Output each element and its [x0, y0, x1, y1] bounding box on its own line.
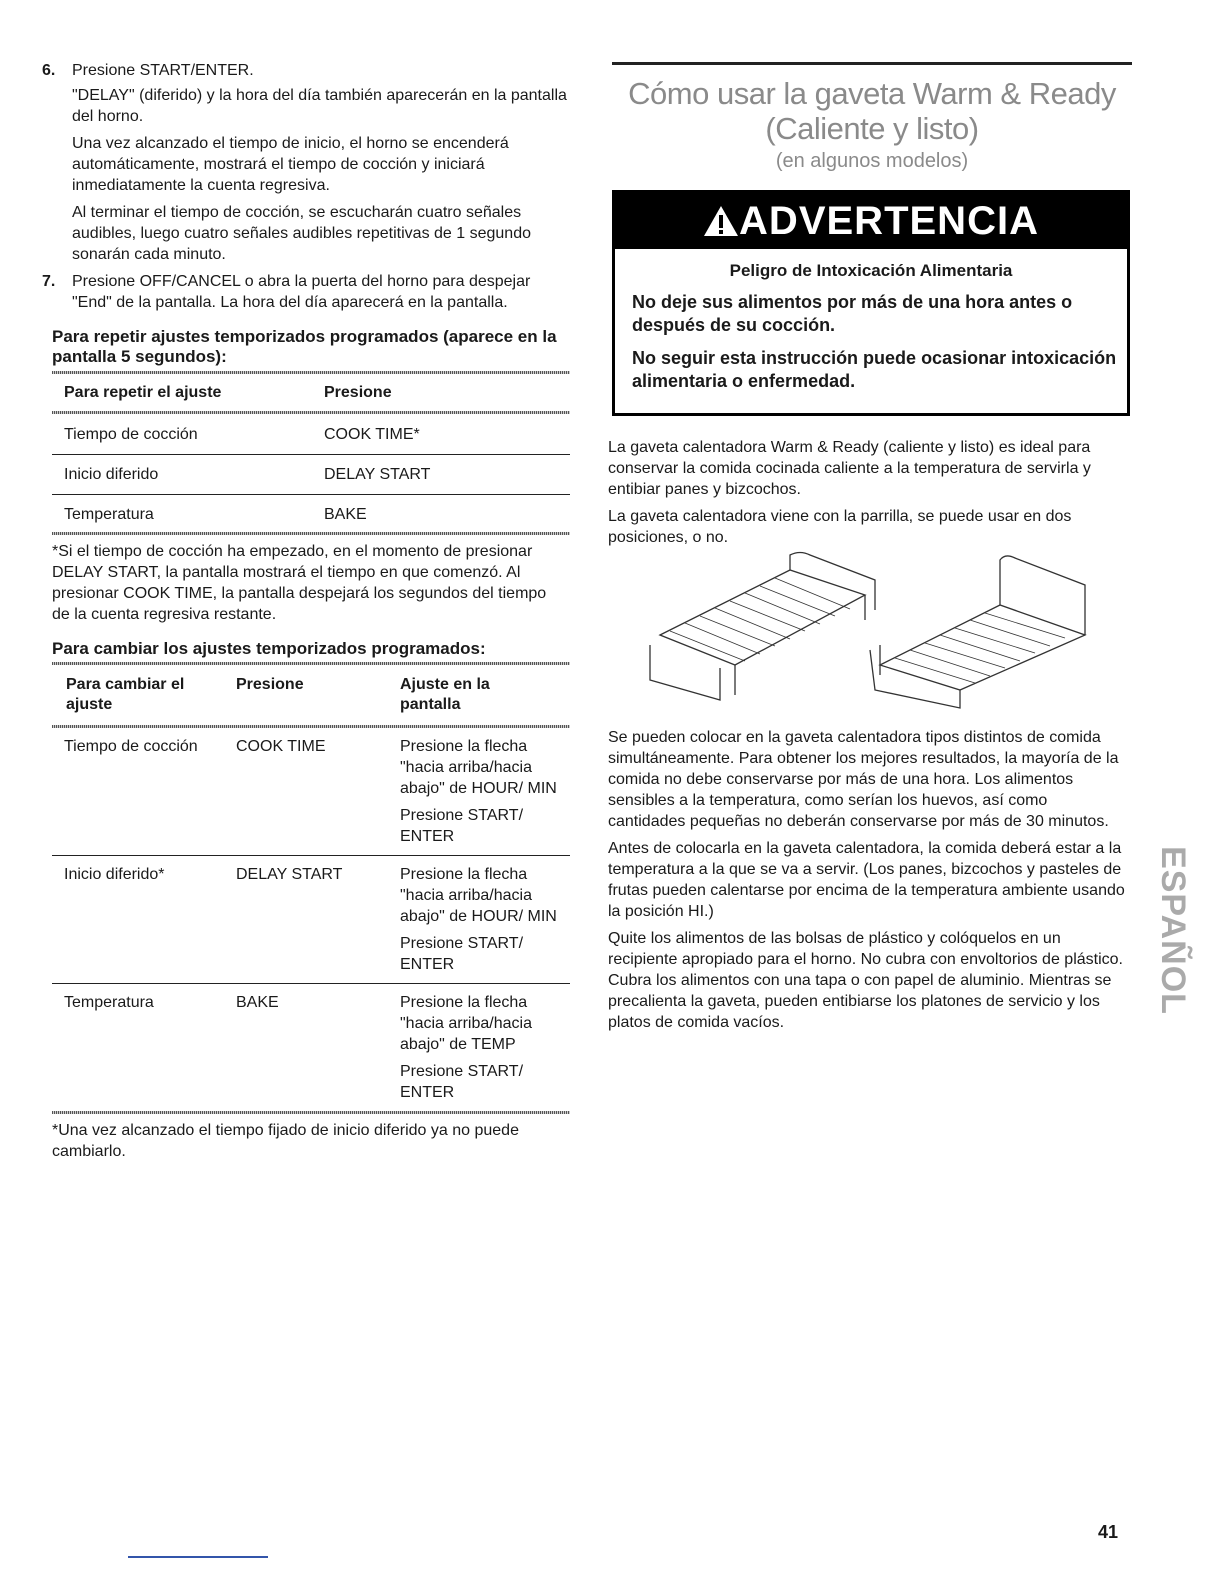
table-cell: DELAY START: [324, 466, 431, 483]
warning-text: No seguir esta instrucción puede ocasionar intoxicación alimentaria o enfermedad.: [632, 348, 1117, 391]
page-number: 41: [1098, 1522, 1119, 1542]
divider: [612, 62, 1132, 65]
divider: [52, 1111, 570, 1114]
change-table-header: [52, 665, 570, 725]
step-paragraph: Una vez alcanzado el tiempo de inicio, el horno se encenderá automáticamente, mostrará el tiempo de cocción y iniciará inmediatamente la cuenta regresiva.: [72, 135, 509, 194]
repeat-table-header: [52, 374, 570, 411]
table-cell: Tiempo de cocción: [64, 738, 198, 755]
column-header: Presione: [324, 384, 392, 401]
table-cell: Tiempo de cocción: [64, 426, 198, 443]
table-row: [52, 495, 570, 532]
table-cell: Inicio diferido*: [64, 866, 165, 883]
title-line: Cómo usar la gaveta Warm & Ready: [628, 76, 1116, 111]
repeat-heading: Para repetir ajustes temporizados programados (aparece en la pantalla 5 segundos):: [52, 327, 557, 366]
warning-text: No deje sus alimentos por más de una hora antes o después de su cocción.: [632, 292, 1073, 335]
step-paragraph: "DELAY" (diferido) y la hora del día también aparecerán en la pantalla del horno.: [72, 87, 567, 125]
table-cell: Temperatura: [64, 506, 154, 523]
table-row: [52, 414, 570, 455]
divider: [52, 532, 570, 535]
title-line: (Caliente y listo): [765, 111, 979, 146]
change-heading: Para cambiar los ajustes temporizados programados:: [52, 639, 486, 658]
warning-header: [615, 193, 1127, 249]
paragraph: La gaveta calentadora viene con la parrilla, se puede usar en dos posiciones, o no.: [608, 508, 1072, 546]
footnote: *Si el tiempo de cocción ha empezado, en el momento de presionar DELAY START, la pantalla mostrará el tiempo en que comenzó. Al presionar COOK TIME, la pantalla despejará los segundos del tiempo de la cuenta regresiva restante.: [52, 543, 547, 623]
column-header: Ajuste en la pantalla: [400, 676, 490, 713]
table-cell: COOK TIME: [236, 738, 326, 755]
table-cell: BAKE: [324, 506, 367, 523]
table-cell: Inicio diferido: [64, 466, 159, 483]
warning-label: ADVERTENCIA: [739, 198, 1039, 243]
instruction: Presione START/ ENTER: [400, 807, 524, 845]
warning-triangle-icon: [703, 205, 739, 237]
instruction: Presione START/ ENTER: [400, 1063, 524, 1101]
column-header: Para repetir el ajuste: [64, 384, 222, 401]
rack-left: [650, 553, 875, 701]
language-side-tab: [1152, 820, 1192, 1040]
steps: [42, 60, 570, 1162]
step-6: [42, 60, 570, 265]
footnote: *Una vez alcanzado el tiempo fijado de inicio diferido ya no puede cambiarlo.: [52, 1122, 519, 1160]
table-row: [52, 455, 570, 495]
paragraph: Se pueden colocar en la gaveta calentadora tipos distintos de comida simultáneamente. Para obtener los mejores resultados, la mayoría de la comida no debe conservarse por más de una hora. Los alimentos sensibles a la temperatura, como serían los huevos, así como cantidades pequeñas no deberán conservarse por más de 30 minutos.: [608, 729, 1119, 830]
table-row: [52, 984, 570, 1111]
instruction: Presione la flecha "hacia arriba/hacia abajo" de HOUR/ MIN: [400, 738, 557, 797]
table-cell: [400, 736, 570, 847]
column-header: Para cambiar el ajuste: [66, 676, 185, 713]
table-cell: [400, 864, 570, 975]
table-cell: COOK TIME*: [324, 426, 420, 443]
table-row: [52, 728, 570, 856]
subtitle: (en algunos modelos): [775, 150, 969, 172]
table-row: [52, 856, 570, 984]
step-number: 6.: [42, 62, 56, 79]
instruction: Presione la flecha "hacia arriba/hacia abajo" de TEMP: [400, 994, 532, 1053]
instruction: Presione la flecha "hacia arriba/hacia abajo" de HOUR/ MIN: [400, 866, 557, 925]
warning-box: [612, 190, 1130, 416]
rack-right: [870, 556, 1085, 708]
section-title: [600, 76, 1144, 174]
step-text: Presione START/ENTER.: [72, 62, 254, 79]
step-number: 7.: [42, 273, 56, 290]
step-paragraph: Al terminar el tiempo de cocción, se escucharán cuatro señales audibles, luego cuatro señales audibles repetitivas de 1 segundo sonarán cada minuto.: [72, 204, 531, 263]
column-header: Presione: [236, 676, 304, 693]
instruction: Presione START/ ENTER: [400, 935, 524, 973]
rack-illustration: [640, 550, 1100, 710]
table-cell: Temperatura: [64, 994, 154, 1011]
paragraph: La gaveta calentadora Warm & Ready (caliente y listo) es ideal para conservar la comida cocinada caliente a la temperatura de servirla y entibiar panes y bizcochos.: [608, 439, 1091, 498]
divider: [128, 1556, 268, 1558]
side-tab-label: ESPAÑOL: [1153, 845, 1192, 1015]
step-7: [42, 271, 570, 313]
table-cell: BAKE: [236, 994, 279, 1011]
paragraph: Quite los alimentos de las bolsas de plástico y colóquelos en un recipiente apropiado para el horno. No cubra con envoltorios de plástico. Cubra los alimentos con una tapa o con papel de aluminio. Mientras se precalienta la gaveta, pueden entibiarse los platones de servicio y los platos de comida vacíos.: [608, 930, 1123, 1031]
table-cell: DELAY START: [236, 866, 343, 883]
paragraph: Antes de colocarla en la gaveta calentadora, la comida deberá estar a la temperatura a la que se va a servir. (Los panes, bizcochos y pasteles de frutas pueden calentarse por encima de la temperatura ambiente usando la posición HI.): [608, 840, 1125, 920]
table-cell: [400, 992, 570, 1103]
hazard-title: Peligro de Intoxicación Alimentaria: [729, 261, 1013, 280]
step-text: Presione OFF/CANCEL o abra la puerta del horno para despejar "End" de la pantalla. La hora del día aparecerá en la pantalla.: [72, 273, 531, 311]
